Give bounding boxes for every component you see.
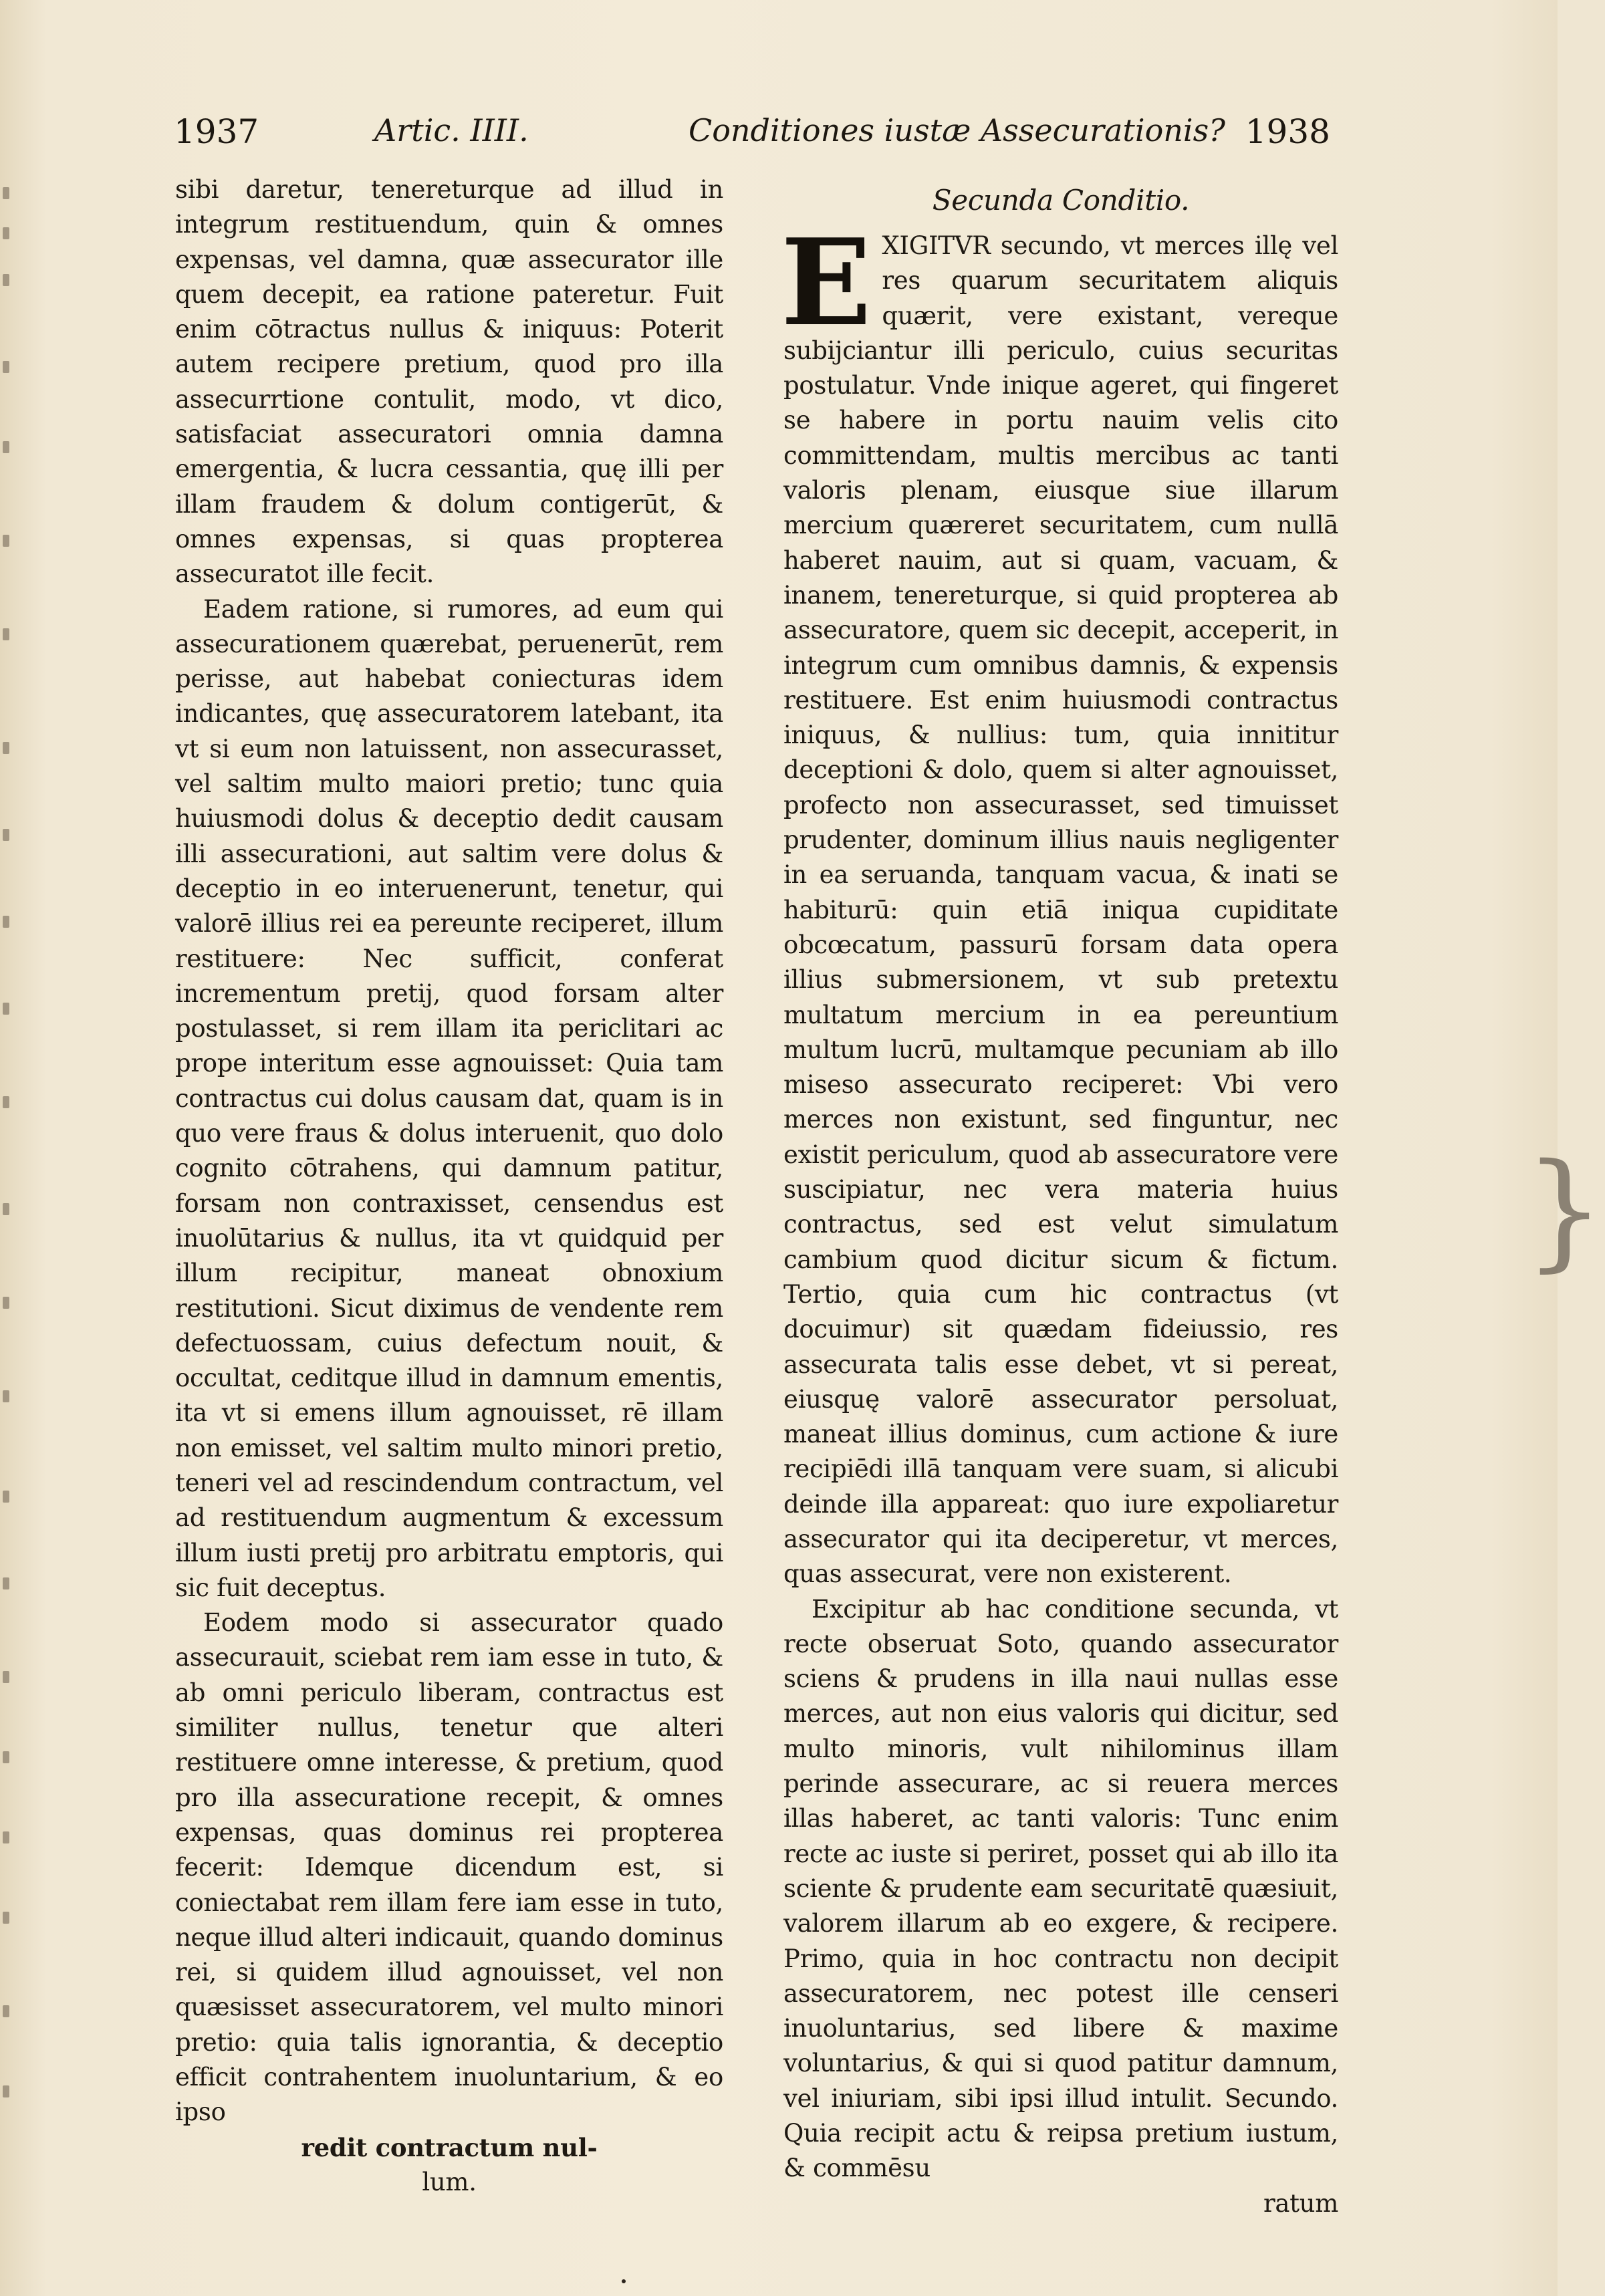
paragraph: sibi daretur, tenereturque ad illud in integrum restituendum, quin & omnes expensas, vel damna, quæ assecurator ille quem decepit, ea ratione pateretur. Fuit enim cōtractus nullus & iniquus: Poterit autem recipere pretium, quod pro illa assecurrtione contulit, modo, vt dico, satisfaciat assecuratori omnia damna emergentia, & lucra cessantia, quę illi per illam fraudem & dolum contigerūt, & omnes expensas, si quas propterea assecuratot ille fecit. (175, 175, 723, 589)
page-dot (622, 2279, 626, 2283)
running-title-right: Conditiones iustæ Assecurationis? (689, 112, 1225, 148)
tail-line: lum. (422, 2167, 477, 2196)
right-text-column (783, 182, 1338, 2221)
page-number-left: 1937 (174, 112, 259, 151)
running-header (174, 107, 1330, 160)
paragraph: Eadem ratione, si rumores, ad eum qui assecurationem quærebat, peruenerūt, rem perisse, aut habebat coniecturas idem indicantes, quę assecuratorem latebant, ita vt si eum non latuissent, non assecurasset, vel saltim multo maiori pretio; tunc quia huiusmodi dolus & deceptio dedit causam illi assecurationi, aut saltim vere dolus & deceptio in eo interuenerunt, tenetur, qui valorē illius rei ea pereunte reciperet, illum restituere: Nec sufficit, conferat incrementum pretij, quod forsam alter postulasset, si rem illam ita periclitari ac prope interitum esse agnouisset: Quia tam contractus cui dolus causam dat, quam is in quo vere fraus & dolus interuenit, quo dolo cognito cōtrahens, qui damnum patitur, forsam non contraxisset, censendus est inuolūtarius & nullus, ita vt quidquid per illum recipitur, maneat obnoxium restitutioni. Sicut diximus de vendente rem defectuossam, cuius defectum nouit, & occultat, ceditque illud in damnum ementis, ita vt si emens illum agnouisset, rē illam non emisset, vel saltim multo minori pretio, teneri vel ad rescindendum contractum, vel ad restituendum augmentum & excessum illum iusti pretij pro arbitratu emptoris, qui sic fuit deceptus. (175, 594, 723, 1602)
paragraph-tail (175, 2130, 723, 2200)
catchword: ratum (1263, 2188, 1338, 2218)
drop-cap: E (781, 213, 872, 352)
left-edge-bleed (0, 160, 20, 2099)
left-text-column (175, 172, 723, 2200)
opening-paragraph (781, 213, 1338, 1592)
page-number-right: 1938 (1245, 112, 1330, 151)
margin-brace-mark: } (1524, 1136, 1605, 1284)
tail-line: redit contractum nul- (301, 2132, 598, 2162)
paragraph: Excipitur ab hac conditione secunda, vt recte obseruat Soto, quando assecurator sciens & prudens in illa naui nullas esse merces, aut non eius valoris qui dicitur, sed multo minoris, vult nihilominus illam perinde assecurare, ac si reuera merces illas haberet, ac tanti valoris: Tunc enim recte ac iuste si periret, posset qui ab illo ita sciente & prudente eam securitatē quæsiuit, valorem illarum ab eo exgere, & recipere. Primo, quia in hoc contractu non decipit assecuratorem, nec potest ille censeri inuoluntarius, sed libere & maxime voluntarius, & qui si quod patitur damnum, vel iniuriam, sibi ipsi illud intulit. Secundo. Quia recipit actu & reipsa pretium iustum, & commēsu (783, 1594, 1338, 2183)
running-title-left: Artic. IIII. (374, 112, 529, 148)
paragraph: Eodem modo si assecurator quado assecurauit, sciebat rem iam esse in tuto, & ab omni periculo liberam, contractus est similiter nullus, tenetur que alteri restituere omne interesse, & pretium, quod pro illa assecuratione recepit, & omnes expensas, quas dominus rei propterea fecerit: Idemque dicendum est, si coniectabat rem illam fere iam esse in tuto, neque illud alteri indicauit, quando dominus rei, si quidem illud agnouisset, vel non quæsisset assecuratorem, vel multo minori pretio: quia talis ignorantia, & deceptio efficit contrahentem inuoluntarium, & eo ipso (175, 1608, 723, 2127)
section-title: Secunda Conditio. (932, 184, 1190, 217)
paragraph: XIGITVR secundo, vt merces illę vel res quarum securitatem aliquis quærit, vere existant, vereque subijciantur illi periculo, cuius securitas postulatur. Vnde inique ageret, qui fingeret se habere in portu nauim velis cito committendam, multis mercibus ac tanti valoris plenam, eiusque siue illarum mercium quæreret securitatem, cum nullā haberet nauim, aut si quam, vacuam, & inanem, tenereturque, si quid propterea ab assecuratore, quem sic decepit, acceperit, in integrum cum omnibus damnis, & expensis restituere. Est enim huiusmodi contractus iniquus, & nullius: tum, quia innititur deceptioni & dolo, quem si alter agnouisset, profecto non assecurasset, sed timuisset prudenter, dominum illius nauis negligenter in ea seruanda, tanquam vacua, & inati se habiturū: quin etiā iniqua cupiditate obcœcatum, passurū forsam data opera illius submersionem, vt sub pretextu multatum mercium in ea pereuntium multum lucrū, multamque pecuniam ab illo miseso assecurato reciperet: Vbi vero merces non existunt, sed finguntur, nec existit periculum, quod ab assecuratore vere suscipiatur, nec vera materia huius contractus, sed est velut simulatum cambium quod dicitur sicum & fictum. Tertio, quia cum hic contractus (vt docuimur) sit quædam fideiussio, res assecurata talis esse debet, vt si pereat, eiusquę valorē assecurator persoluat, maneat illius dominus, cum actione & iure recipiēdi illā tanquam vere suam, si alicubi deinde illa appareat: quo iure expoliaretur assecurator qui ita deciperetur, vt merces, quas assecurat, vere non existerent. (783, 231, 1338, 1589)
